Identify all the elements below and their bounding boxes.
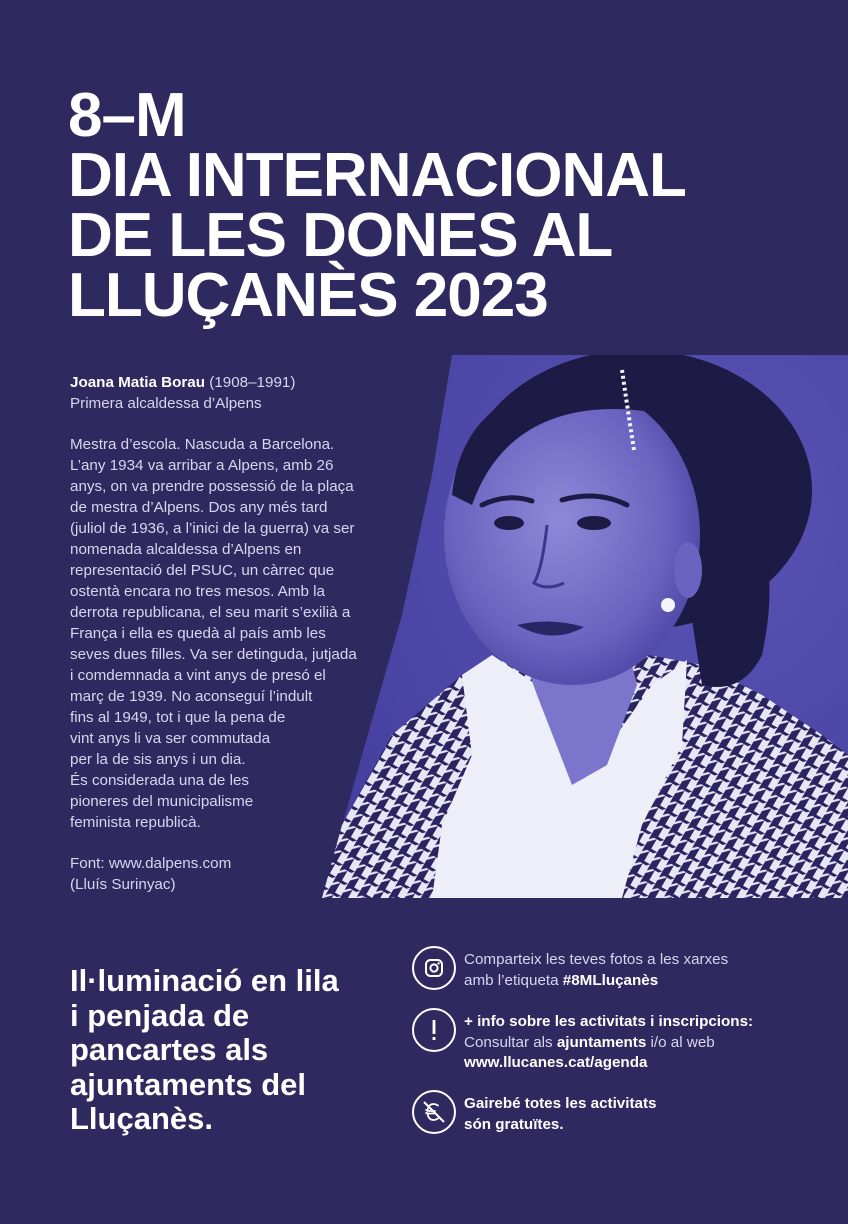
instagram-icon (412, 946, 456, 990)
free-line-2 (464, 1115, 656, 1136)
bio-line: anys, on va prendre possessió de la plaça (70, 478, 354, 495)
more-info-line-3[interactable] (464, 1053, 753, 1074)
bio-source (70, 853, 400, 895)
portrait-photo (322, 355, 848, 898)
hashtag-prefix: amb l’etiqueta (464, 971, 563, 989)
page-title (68, 81, 788, 330)
free-text-1: Gairebé totes les activitats (464, 1095, 657, 1112)
title-line-4: LLUÇANÈS 2023 (68, 261, 548, 330)
more-info-text (464, 1012, 753, 1074)
bio-line: ostentà encara no tres mesos. Amb la (70, 583, 325, 600)
bio-line: per la de sis anys i un dia. (70, 751, 246, 768)
headline-line: Lluçanès. (70, 1101, 213, 1136)
free-line-1 (464, 1094, 656, 1115)
title-line-3: DE LES DONES AL (68, 201, 613, 270)
headline-line: Il·luminació en lila (70, 963, 339, 998)
no-euro-icon (412, 1090, 456, 1134)
illumination-headline (70, 964, 400, 1137)
exclamation-icon (412, 1008, 456, 1052)
bio-line: derrota republicana, el seu marit s’exilià a (70, 604, 351, 621)
bio-line: de mestra d’Alpens. Dos any més tard (70, 499, 328, 516)
bio-body (70, 434, 400, 833)
more-info-bold: ajuntaments (556, 1033, 647, 1051)
bio-line: març de 1939. No aconseguí l’indult (70, 688, 313, 705)
title-line-2: DIA INTERNACIONAL (68, 141, 686, 210)
info-free (412, 1094, 832, 1135)
free-text-2: són gratuïtes. (464, 1115, 564, 1133)
bio-line: nomenada alcaldessa d’Alpens en (70, 541, 302, 558)
person-years: (1908–1991) (205, 374, 296, 391)
bio-header (70, 372, 400, 414)
bio-line: fins al 1949, tot i que la pena de (70, 709, 286, 726)
instagram-text (464, 950, 728, 991)
portrait-illustration (322, 355, 848, 898)
bio-line: pioneres del municipalisme (70, 793, 254, 810)
free-text (464, 1094, 656, 1135)
agenda-link[interactable]: www.llucanes.cat/agenda (464, 1054, 648, 1071)
more-info-heading: + info sobre les activitats i inscripcions: (464, 1013, 754, 1030)
headline-line: ajuntaments del (70, 1066, 306, 1102)
more-info-line-2 (464, 1033, 753, 1054)
bio-line: representació del PSUC, un càrrec que (70, 562, 335, 579)
more-info-suffix: i/o al web (646, 1033, 715, 1051)
bio-line: (juliol de 1936, a l’inici de la guerra) va ser (70, 520, 355, 537)
bio-line: seves dues filles. Va ser detinguda, jutjada (70, 646, 357, 663)
info-more (412, 1012, 832, 1074)
bio-line: vint anys li va ser commutada (70, 730, 271, 747)
more-info-prefix: Consultar als (464, 1033, 557, 1051)
bio-line: És considerada una de les (70, 772, 249, 789)
bio-line: Mestra d’escola. Nascuda a Barcelona. (70, 436, 335, 453)
bio-line: feminista republicà. (70, 814, 201, 831)
headline-line: pancartes als (70, 1032, 269, 1067)
info-instagram (412, 950, 832, 991)
person-name: Joana Matia Borau (70, 374, 206, 391)
hashtag: #8MLluçanès (562, 971, 659, 989)
bio-line: L’any 1934 va arribar a Alpens, amb 26 (70, 457, 334, 474)
instagram-line-2 (464, 971, 728, 992)
headline-line: i penjada de (70, 997, 250, 1033)
title-line-1: 8–M (68, 81, 186, 150)
more-info-line-1 (464, 1012, 753, 1033)
instagram-line-1: Comparteix les teves fotos a les xarxes (464, 951, 729, 968)
source-author: (Lluís Surinyac) (70, 876, 176, 893)
person-role: Primera alcaldessa d’Alpens (70, 395, 262, 412)
bio-line: i comdemnada a vint anys de presó el (70, 667, 326, 684)
bio-line: França i ella es quedà al país amb les (70, 625, 326, 642)
source-url: Font: www.dalpens.com (70, 855, 232, 872)
biography (70, 372, 400, 895)
